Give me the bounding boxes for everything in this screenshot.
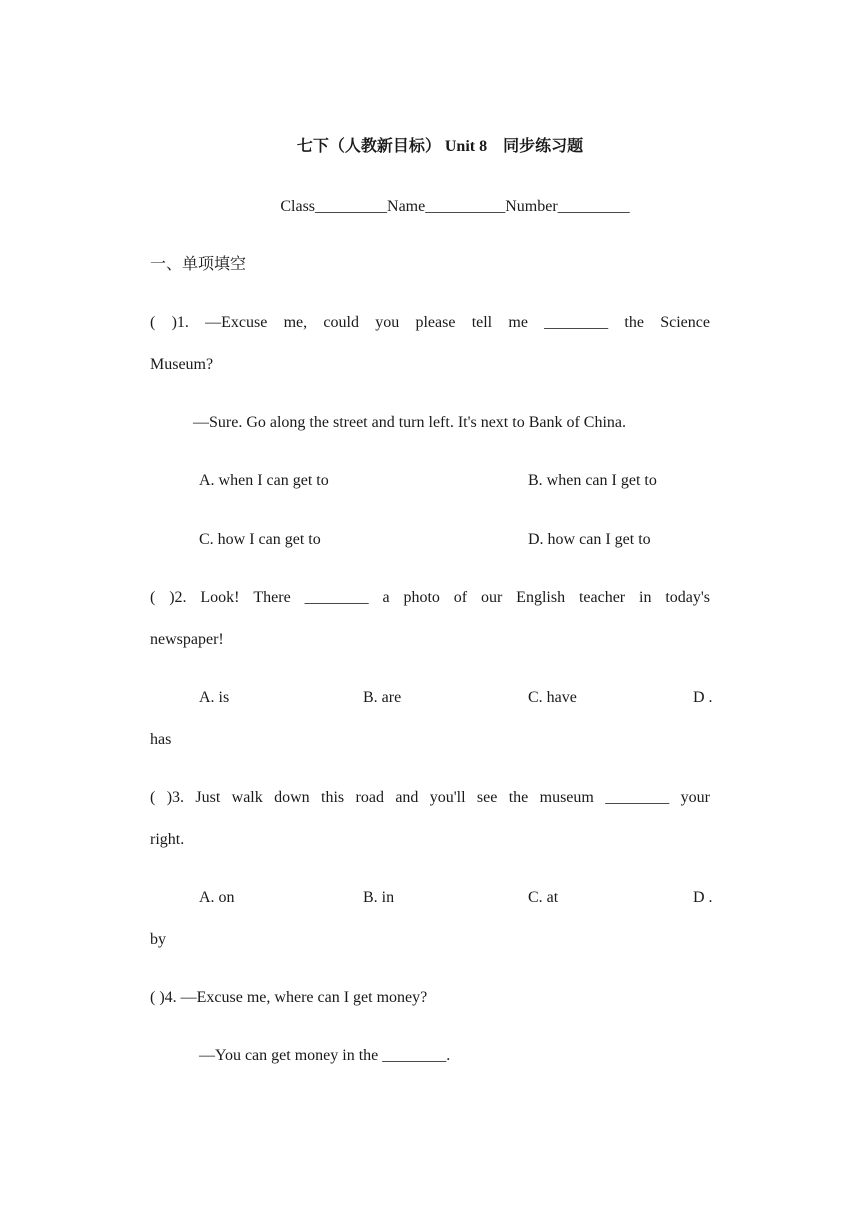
question-3-option-c: C. at xyxy=(528,889,559,906)
stem-word: )1. xyxy=(171,314,189,331)
stem-word: ________ xyxy=(605,789,670,806)
question-1-reply: —Sure. Go along the street and turn left. It's next to Bank of China. xyxy=(193,414,627,431)
stem-word: walk xyxy=(231,789,263,806)
stem-word: please xyxy=(415,314,456,331)
question-3-option-d: D . xyxy=(693,889,713,906)
stem-word: ( xyxy=(150,314,156,331)
stem-word: )2. xyxy=(169,589,187,606)
stem-word: me, xyxy=(283,314,308,331)
question-3-stem xyxy=(150,787,710,809)
stem-word: teacher xyxy=(578,589,626,606)
stem-word: today's xyxy=(665,589,710,606)
question-1-option-d: D. how can I get to xyxy=(528,531,651,548)
stem-word: me xyxy=(508,314,528,331)
section-heading: 一、单项填空 xyxy=(150,256,247,273)
stem-word: could xyxy=(323,314,359,331)
question-2-option-b: B. are xyxy=(363,689,402,706)
stem-word: English xyxy=(516,589,566,606)
stem-word: Look! xyxy=(200,589,240,606)
stem-word: tell xyxy=(471,314,493,331)
stem-word: down xyxy=(274,789,310,806)
question-1-stem xyxy=(150,312,710,334)
stem-word: this xyxy=(321,789,345,806)
question-2-option-a: A. is xyxy=(199,689,230,706)
stem-word: in xyxy=(639,589,652,606)
stem-word: )3. xyxy=(166,789,185,806)
stem-word: ( xyxy=(150,589,156,606)
page-title: 七下（人教新目标） Unit 8 同步练习题 xyxy=(296,138,584,155)
question-4-stem: ( )4. —Excuse me, where can I get money? xyxy=(150,989,428,1006)
stem-word: ________ xyxy=(544,314,609,331)
stem-word: our xyxy=(480,589,503,606)
stem-word: road xyxy=(355,789,384,806)
question-1-stem-continued: Museum? xyxy=(150,356,214,373)
stem-word: you xyxy=(375,314,400,331)
stem-word: museum xyxy=(539,789,594,806)
question-1-option-b: B. when can I get to xyxy=(528,472,657,489)
question-1-option-a: A. when I can get to xyxy=(199,472,329,489)
stem-word: of xyxy=(453,589,468,606)
stem-word: the xyxy=(508,789,529,806)
question-2-option-d: D . xyxy=(693,689,713,706)
question-3-option-a: A. on xyxy=(199,889,235,906)
stem-word: and xyxy=(395,789,419,806)
stem-word: a xyxy=(382,589,390,606)
stem-word: —Excuse xyxy=(205,314,268,331)
question-2-option-d-wrap: has xyxy=(150,731,172,748)
stem-word: ________ xyxy=(304,589,369,606)
stem-word: Just xyxy=(195,789,221,806)
question-4-reply: —You can get money in the ________. xyxy=(199,1047,451,1064)
stem-word: you'll xyxy=(429,789,466,806)
question-3-option-d-wrap: by xyxy=(150,931,166,948)
stem-word: see xyxy=(476,789,498,806)
student-info-line: Class_________Name__________Number_________ xyxy=(280,198,630,215)
question-2-option-c: C. have xyxy=(528,689,577,706)
stem-word: your xyxy=(680,789,710,806)
stem-word: the xyxy=(624,314,644,331)
question-2-stem xyxy=(150,587,710,609)
question-1-option-c: C. how I can get to xyxy=(199,531,321,548)
stem-word: ( xyxy=(150,789,156,806)
question-3-stem-continued: right. xyxy=(150,831,185,848)
stem-word: photo xyxy=(403,589,440,606)
question-3-option-b: B. in xyxy=(363,889,395,906)
stem-word: Science xyxy=(660,314,710,331)
question-2-stem-continued: newspaper! xyxy=(150,631,224,648)
stem-word: There xyxy=(253,589,291,606)
